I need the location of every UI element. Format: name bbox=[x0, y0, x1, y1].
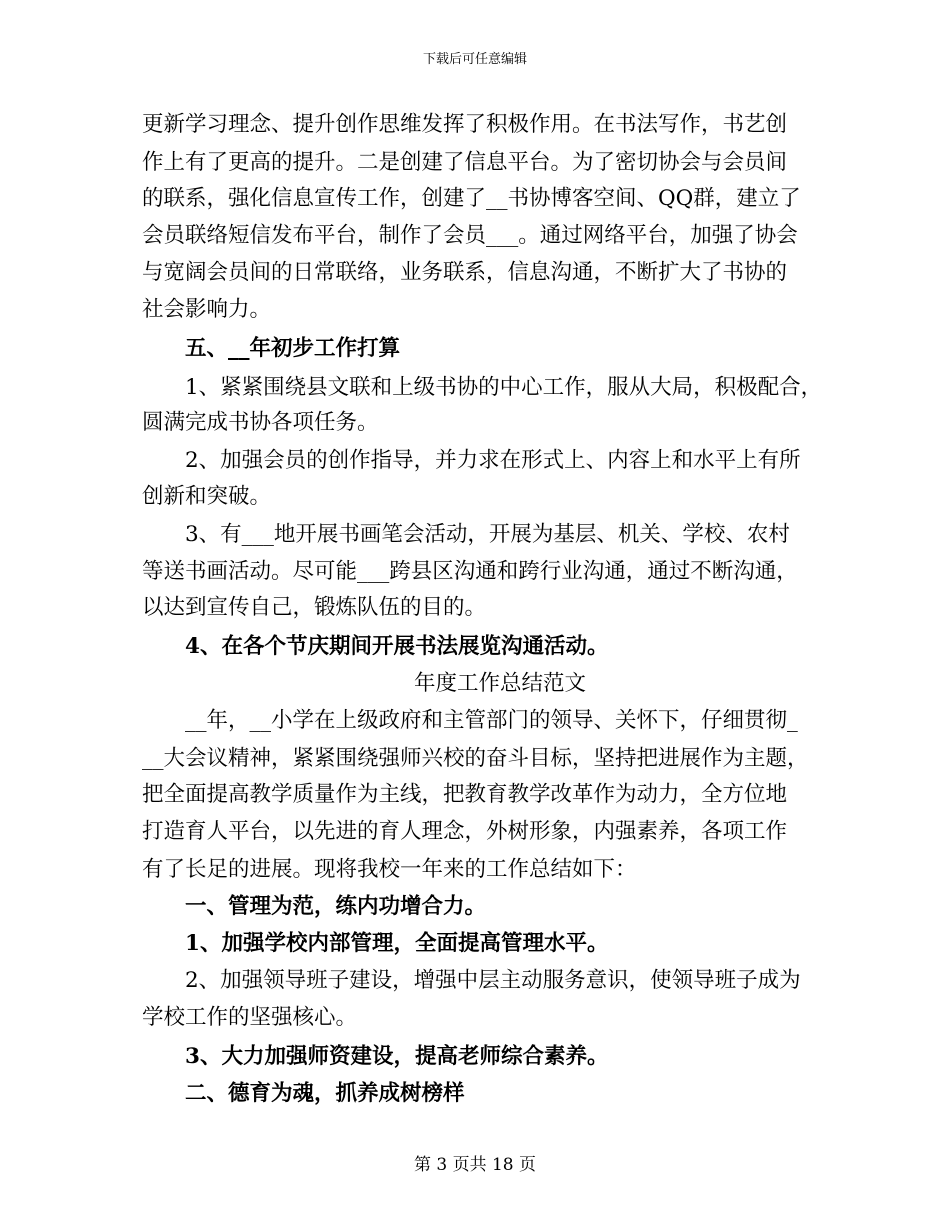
body-line: 以达到宣传自己，锻炼队伍的目的。 bbox=[142, 595, 487, 620]
body-line: __大会议精神，紧紧围绕强师兴校的奋斗目标，坚持把进展作为主题， bbox=[142, 746, 809, 771]
body-line: 作上有了更高的提升。二是创建了信息平台。为了密切协会与会员间 bbox=[142, 150, 788, 175]
page-footer: 第 3 页共 18 页 bbox=[413, 1155, 537, 1175]
body-line: 的联系，强化信息宣传工作，创建了__书协博客空间、QQ群，建立了 bbox=[142, 186, 801, 211]
section-heading: 3、大力加强师资建设，提高老师综合素养。 bbox=[185, 1044, 609, 1069]
body-line: 更新学习理念、提升创作思维发挥了积极作用。在书法写作，书艺创 bbox=[142, 112, 788, 137]
body-line: 2、加强会员的创作指导，并力求在形式上、内容上和水平上有所 bbox=[185, 448, 801, 473]
body-line: 会员联络短信发布平台，制作了会员___。通过网络平台，加强了协会 bbox=[142, 223, 798, 248]
section-heading: 二、德育为魂，抓养成树榜样 bbox=[185, 1081, 465, 1106]
section-heading: 一、管理为范，练内功增合力。 bbox=[185, 894, 487, 919]
body-line: 3、有___地开展书画笔会活动，开展为基层、机关、学校、农村 bbox=[185, 522, 790, 547]
document-title: 年度工作总结范文 bbox=[413, 671, 586, 696]
body-line: 圆满完成书协各项任务。 bbox=[142, 410, 379, 435]
section-heading: 4、在各个节庆期间开展书法展览沟通活动。 bbox=[185, 634, 609, 659]
section-heading: 1、加强学校内部管理，全面提高管理水平。 bbox=[185, 931, 609, 956]
body-line: 有了长足的进展。现将我校一年来的工作总结如下： bbox=[142, 857, 637, 882]
body-line: 创新和突破。 bbox=[142, 484, 272, 509]
page-header: 下载后可任意编辑 bbox=[422, 52, 527, 67]
section-heading: 五、__年初步工作打算 bbox=[185, 336, 401, 361]
body-line: 等送书画活动。尽可能___跨县区沟通和跨行业沟通，通过不断沟通， bbox=[142, 559, 798, 584]
body-line: 与宽阔会员间的日常联络，业务联系，信息沟通，不断扩大了书协的 bbox=[142, 260, 788, 285]
body-line: 1、紧紧围绕县文联和上级书协的中心工作，服从大局，积极配合， bbox=[185, 375, 823, 400]
body-line: 社会影响力。 bbox=[142, 297, 272, 322]
body-line: 打造育人平台，以先进的育人理念，外树形象，内强素养，各项工作 bbox=[142, 819, 788, 844]
body-line: __年，__小学在上级政府和主管部门的领导、关怀下，仔细贯彻_ bbox=[185, 708, 798, 733]
body-line: 学校工作的坚强核心。 bbox=[142, 1005, 358, 1030]
body-line: 2、加强领导班子建设，增强中层主动服务意识，使领导班子成为 bbox=[185, 968, 801, 993]
body-line: 把全面提高教学质量作为主线，把教育教学改革作为动力，全方位地 bbox=[142, 782, 788, 807]
